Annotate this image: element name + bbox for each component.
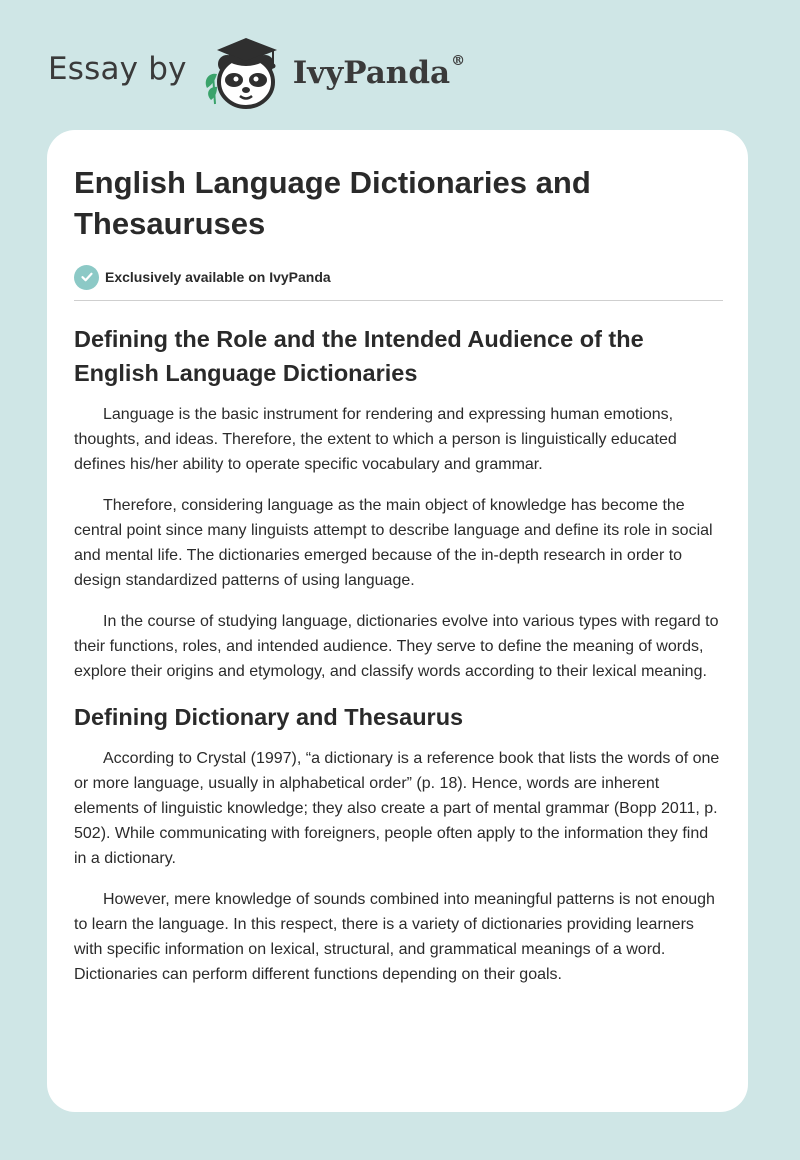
site-header [48,30,465,110]
section-heading: Defining the Role and the Intended Audience of the English Language Dictionaries [74,326,644,386]
paragraph: Language is the basic instrument for rendering and expressing human emotions, thoughts, and ideas. Therefore, the extent to which a person is linguistically educated defines his/her ability to operate specific vocabulary and grammar. [74,406,677,473]
page-title: English Language Dictionaries and Thesauruses [74,165,591,241]
badge-text: Exclusively available on IvyPanda [105,269,331,285]
brand-name-text: IvyPanda [292,55,451,91]
paragraph: In the course of studying language, dictionaries evolve into various types with regard to their functions, roles, and intended audience. They serve to define the meaning of words, explore their origins and etymology, and classify words according to their lexical meaning. [74,613,719,680]
essay-card [47,130,748,1112]
panda-graduate-icon[interactable] [201,30,289,110]
section-heading: Defining Dictionary and Thesaurus [74,704,464,730]
check-icon [74,265,99,290]
essay-content [74,162,724,987]
divider [74,300,723,301]
essay-by-label: Essay by [48,51,187,87]
registered-mark: ® [451,53,466,69]
brand-name[interactable] [293,55,465,91]
paragraph: However, mere knowledge of sounds combined into meaningful patterns is not enough to learn the language. In this respect, there is a variety of dictionaries providing learners with specific information on lexical, structural, and grammatical meanings of a word. Dictionaries can perform different functions depending on their goals. [74,891,715,983]
paragraph: According to Crystal (1997), “a dictionary is a reference book that lists the words of one or more language, usually in alphabetical order” (p. 18). Hence, words are inherent elements of linguistic knowledge; they also create a part of mental grammar (Bopp 2011, p. 502). While communicating with foreigners, people often apply to the information they find in a dictionary. [74,750,720,867]
paragraph: Therefore, considering language as the main object of knowledge has become the central point since many linguists attempt to describe language and define its role in social and mental life. The dictionaries emerged because of the in-depth research in order to design standardized patterns of using language. [74,497,713,589]
exclusive-badge [74,264,724,290]
